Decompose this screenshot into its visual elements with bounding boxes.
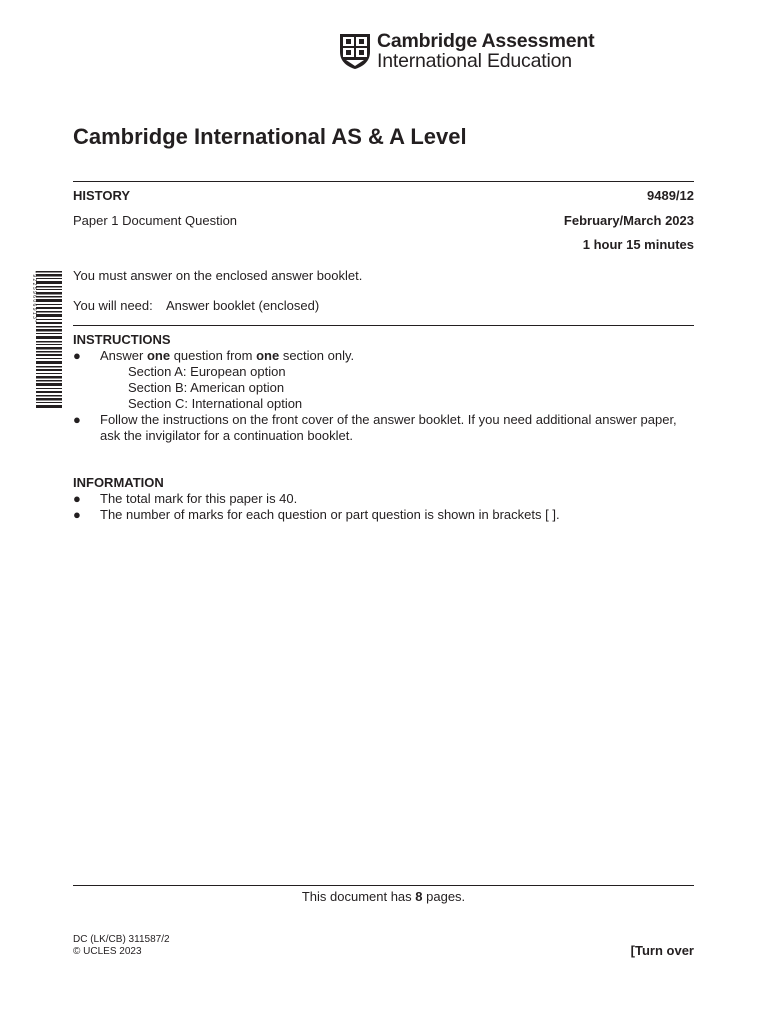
section-option-b: Section B: American option — [128, 380, 285, 395]
page-count: 8 — [415, 889, 423, 904]
page-count-note: This document has 8 pages. — [301, 889, 466, 904]
section-option-c: Section C: International option — [128, 396, 303, 411]
barcode-text: * 9 2 2 5 9 6 0 6 9 1 3 * — [31, 271, 37, 323]
divider-footer — [73, 885, 694, 886]
instructions-heading: INSTRUCTIONS — [73, 332, 171, 347]
instruction-item-2-line-1: Follow the instructions on the front cover of the answer booklet. If you need additional answer paper, — [100, 412, 677, 427]
cambridge-logo — [338, 31, 594, 71]
need-label: You will need: — [73, 298, 153, 313]
logo-line-2: International Education — [377, 50, 572, 72]
document-reference: DC (LK/CB) 311587/2 — [73, 934, 170, 945]
crest-icon — [338, 32, 372, 70]
section-option-a: Section A: European option — [128, 364, 286, 379]
bullet-icon: ● — [73, 491, 81, 506]
exam-session: February/March 2023 — [563, 213, 694, 228]
bullet-icon: ● — [73, 412, 81, 427]
exam-duration: 1 hour 15 minutes — [582, 237, 694, 252]
copyright: © UCLES 2023 — [73, 946, 142, 957]
bullet-icon: ● — [73, 348, 81, 363]
bullet-icon: ● — [73, 507, 81, 522]
syllabus-code: 9489/12 — [647, 188, 694, 203]
divider-instructions — [73, 325, 694, 326]
information-heading: INFORMATION — [73, 475, 164, 490]
divider-top — [73, 181, 694, 182]
barcode — [30, 271, 64, 411]
subject-name: HISTORY — [73, 188, 131, 203]
need-value: Answer booklet (enclosed) — [166, 298, 320, 313]
answer-note: You must answer on the enclosed answer booklet. — [73, 268, 363, 283]
instruction-item-2-line-2: ask the invigilator for a continuation booklet. — [100, 428, 353, 443]
paper-name: Paper 1 Document Question — [73, 213, 238, 228]
logo-line-1: Cambridge Assessment — [377, 30, 595, 52]
page-title: Cambridge International AS & A Level — [73, 124, 467, 149]
turn-over: [Turn over — [630, 943, 694, 958]
